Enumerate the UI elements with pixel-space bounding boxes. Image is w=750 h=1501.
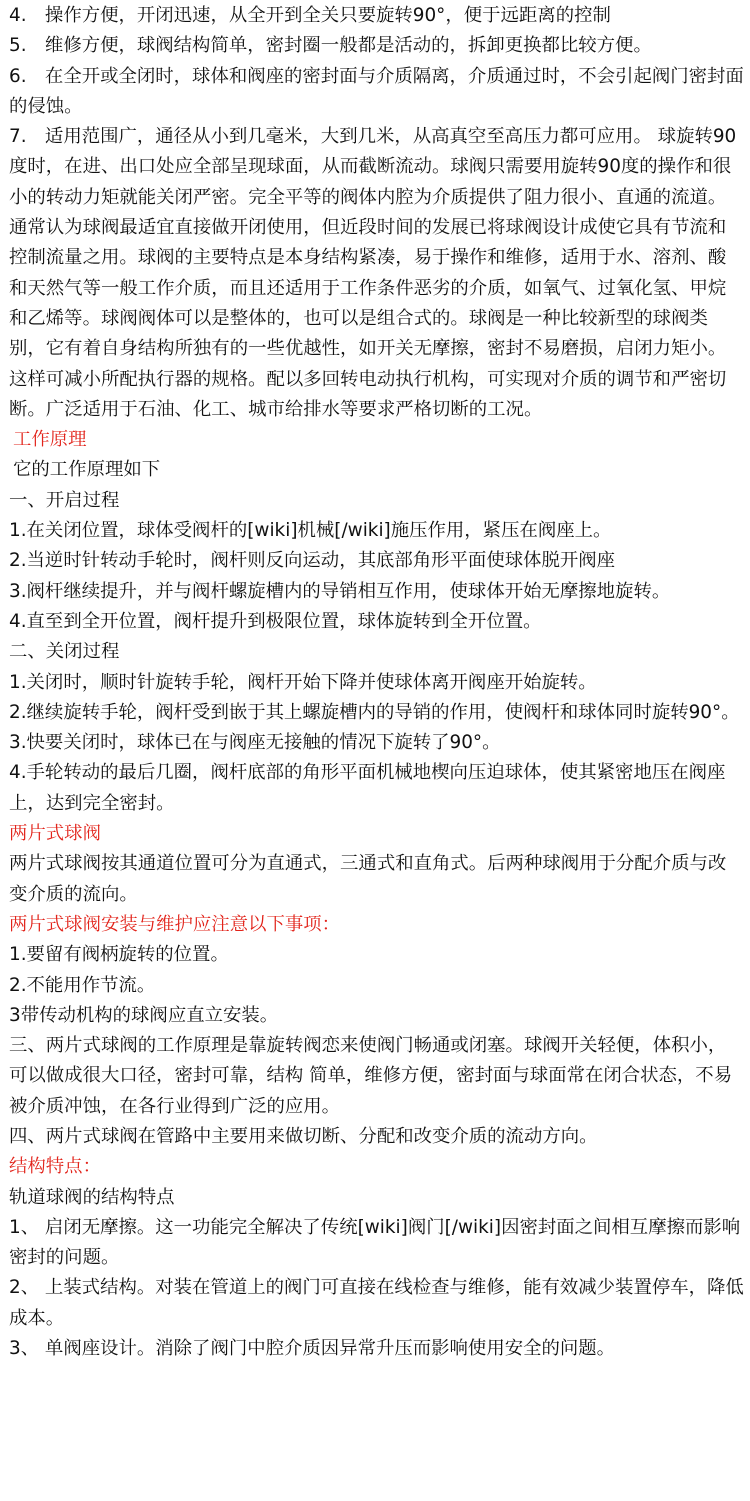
opening-step-4: 4.直至到全开位置，阀杆提升到极限位置，球体旋转到全开位置。 [9,610,542,632]
closing-process-title: 二、关闭过程 [9,641,120,663]
closing-step-1: 1.关闭时，顺时针旋转手轮，阀杆开始下降并使球体离开阀座开始旋转。 [9,671,597,693]
orbital-valve-features-title: 轨道球阀的结构特点 [9,1186,175,1208]
installation-note-3: 3带传动机构的球阀应直立安装。 [9,1004,279,1026]
closing-step-2: 2.继续旋转手轮，阀杆受到嵌于其上螺旋槽内的导销的作用，使阀杆和球体同时旋转90°。 [9,701,740,723]
article-body [0,1,750,1501]
item-6-sealing: 6. 在全开或全闭时，球体和阀座的密封面与介质隔离，介质通过时，不会引起阀门密封面的侵蚀。 [9,65,744,117]
opening-step-3: 3.阀杆继续提升，并与阀杆螺旋槽内的导销相互作用，使球体开始无摩擦地旋转。 [9,580,671,602]
installation-note-2: 2.不能用作节流。 [9,974,156,996]
feature-2-top-entry: 2、 上装式结构。对装在管道上的阀门可直接在线检查与维修，能有效减少装置停车，降低成本。 [9,1277,744,1329]
opening-step-2: 2.当逆时针转动手轮时，阀杆则反向运动，其底部角形平面使球体脱开阀座 [9,550,616,572]
feature-3-single-seat: 3、 单阀座设计。消除了阀门中腔介质因异常升压而影响使用安全的问题。 [9,1338,616,1360]
opening-step-1: 1.在关闭位置，球体受阀杆的[wiki]机械[/wiki]施压作用，紧压在阀座上。 [9,520,612,542]
item-5-maintenance: 5. 维修方便，球阀结构简单，密封圈一般都是活动的，拆卸更换都比较方便。 [9,35,652,57]
section-heading-working-principle: 工作原理 [13,429,87,451]
item-4-operation: 4. 操作方便，开闭迅速，从全开到全关只要旋转90°，便于远距离的控制 [9,5,611,26]
closing-step-3: 3.快要关闭时，球体已在与阀座无接触的情况下旋转了90°。 [9,732,501,754]
installation-note-1: 1.要留有阀柄旋转的位置。 [9,944,229,966]
section-heading-structural-features: 结构特点： [9,1156,101,1178]
opening-process-title: 一、开启过程 [9,489,120,511]
working-principle-intro: 它的工作原理如下 [13,459,161,481]
section-heading-installation-notes: 两片式球阀安装与维护应注意以下事项： [9,913,341,935]
feature-1-frictionless: 1、 启闭无摩擦。这一功能完全解决了传统[wiki]阀门[/wiki]因密封面之间相互摩擦而影响密封的问题。 [9,1216,741,1269]
section-heading-two-piece-valve: 两片式球阀 [9,823,101,845]
item-7-application-range: 7. 适用范围广，通径从小到几毫米，大到几米，从高真空至高压力都可应用。 球旋转90度时，在进、出口处应全部呈现球面，从而截断流动。球阀只需要用旋转90度的操作和很小的转动力矩就能关闭严密。完全平等的阀体内腔为介质提供了阻力很小、直通的流道。通常认为球阀最适宜直接做开闭使用，但近段时间的发展已将球阀设计成使它具有节流和控制流量之用。球阀的主要特点是本身结构紧凑，易于操作和维修，适用于水、溶剂、酸和天然气等一般工作介质，而且还适用于工作条件恶劣的介质，如氧气、过氧化氢、甲烷和乙烯等。球阀阀体可以是整体的，也可以是组合式的。球阀是一种比较新型的球阀类别，它有着自身结构所独有的一些优越性，如开关无摩擦，密封不易磨损，启闭力矩小。这样可减小所配执行器的规格。配以多回转电动执行机构，可实现对介质的调节和严密切断。广泛适用于石油、化工、城市给排水等要求严格切断的工况。 [9,126,737,420]
closing-step-4: 4.手轮转动的最后几圈，阀杆底部的角形平面机械地楔向压迫球体，使其紧密地压在阀座上，达到完全密封。 [9,762,726,814]
two-piece-pipeline-use: 四、两片式球阀在管路中主要用来做切断、分配和改变介质的流动方向。 [9,1125,598,1147]
two-piece-valve-types: 两片式球阀按其通道位置可分为直通式，三通式和直角式。后两种球阀用于分配介质与改变介质的流向。 [9,853,727,905]
two-piece-working-principle: 三、两片式球阀的工作原理是靠旋转阀恋来使阀门畅通或闭塞。球阀开关轻便，体积小，可以做成很大口径，密封可靠，结构 简单，维修方便，密封面与球面常在闭合状态，不易被介质冲蚀，在各行业得到广泛的应用。 [9,1035,733,1117]
